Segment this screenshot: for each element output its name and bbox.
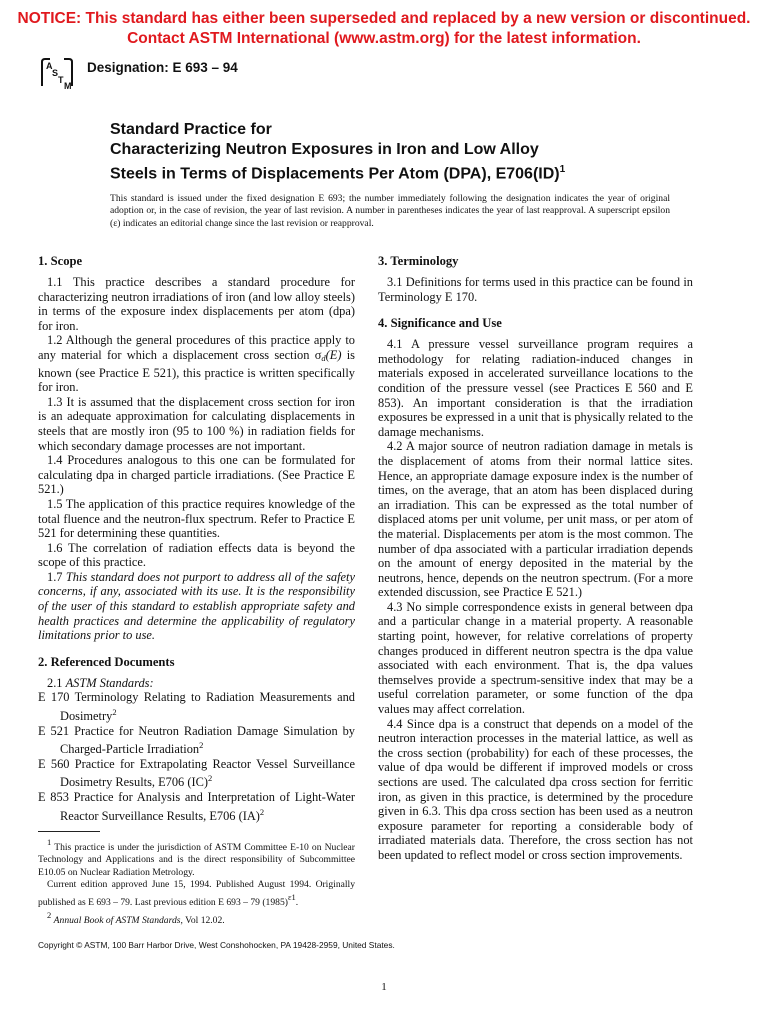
paragraph-1-7: [38, 570, 355, 643]
reference-text: E 521 Practice for Neutron Radiation Damage Simulation by Charged-Particle Irradiation: [38, 723, 355, 757]
paragraph-4-4: 4.4 Since dpa is a construct that depends on a model of the neutron interaction processes in the material lattice, as well as the cross section (probability) for each of these processes, the value of dpa would be different if improved models or cross sections are used. The calculated dpa cross section for ferritic iron, as given in this practice, is determined by the procedure given in 6.3. This dpa cross section has been used as a neutron exposure parameter for reporting a considerable body of irradiated materials data. Therefore, the cross section has not been updated to reflect model or cross section improvements.: [378, 716, 693, 862]
paragraph-4-3: 4.3 No simple correspondence exists in general between dpa and a particular change in a material property. A reasonable starting point, however, for relative correlations of property changes produced in different neutron spectra is the dpa value associated with each environment. That is, the dpa values themselves provide a spectrum-sensitive index that may be a useful correlation parameter, or some function of the dpa values may affect correlation.: [378, 599, 693, 717]
reference-text: E 170 Terminology Relating to Radiation Measurements and Dosimetry: [38, 690, 355, 724]
designation: Designation: E 693 – 94: [87, 60, 238, 75]
paragraph-1-7-text: This standard does not purport to address all of the safety concerns, if any, associated with its use. It is the responsibility of the user of this standard to establish appropriate safety and health practices and determine the applicability of regulatory limitations prior to use.: [38, 569, 355, 643]
paragraph-1-2-end: is known (see Practice E 521), this practice is written specifically for iron.: [38, 347, 355, 395]
lead-number: 2.1: [47, 675, 66, 690]
title-line-1: Standard Practice for: [110, 121, 272, 138]
paragraph-1-6: 1.6 The correlation of radiation effects data is beyond the scope of this practice.: [38, 540, 355, 570]
lead-text: ASTM Standards:: [65, 675, 154, 690]
preamble: This standard is issued under the fixed designation E 693; the number immediately following the designation indicates the year of original adoption or, in the case of revision, the year of last revision. A number in parentheses indicates the year of last reapproval. A superscript epsilon (ε) indicates an editorial change since the last revision or reapproval.: [110, 193, 670, 229]
paragraph-1-2: [38, 333, 355, 394]
footnote-divider: [38, 831, 100, 832]
footnote-2-end: , Vol 12.02.: [180, 915, 225, 927]
footnote-1b-end: .: [295, 897, 299, 909]
footnote-1: [38, 836, 355, 879]
reference-footnote-mark: 2: [208, 773, 213, 784]
reference-item: [38, 790, 355, 823]
page-number: 1: [381, 981, 387, 993]
svg-text:T: T: [58, 75, 64, 85]
footnote-1-continued: [38, 879, 355, 910]
reference-footnote-mark: 2: [199, 740, 204, 751]
copyright-line: Copyright © ASTM, 100 Barr Harbor Drive, West Conshohocken, PA 19428-2959, United States.: [38, 940, 395, 950]
paragraph-4-2: 4.2 A major source of neutron radiation damage in metals is the displacement of atoms from their normal lattice sites. Hence, an appropriate damage exposure index is the number of times, on the average, that an atom has been displaced during an irradiation. This can be expressed as the total number of displaced atoms per unit volume, per unit mass, or per atom of the material. Displacements per atom is the most common. The number of dpa associated with a particular irradiation depends on the amount of energy deposited in the material by the neutrons, hence, depends on the neutron spectrum. (For a more extended discussion, see Practice E 521.): [378, 439, 693, 600]
footnote-1b-text: Current edition approved June 15, 1994. Published August 1994. Originally published as E 693 – 79. Last previous edition E 693 – 79 (1985): [38, 878, 355, 909]
paragraph-1-4: 1.4 Procedures analogous to this one can be formulated for calculating dpa in charged particle irradiations. (See Practice E 521.): [38, 453, 355, 497]
epsilon-mark: ε1: [287, 892, 296, 903]
title-footnote-mark: 1: [559, 164, 566, 175]
astm-logo-icon: [38, 56, 76, 90]
left-column: [38, 254, 355, 823]
paragraph-1-2-start: 1.2 Although the general procedures of this practice apply to any material for which a displacement cross section σ: [38, 333, 355, 362]
title-line-3: [110, 160, 670, 184]
sigma-subscript: d: [321, 352, 326, 363]
reference-text: E 853 Practice for Analysis and Interpretation of Light-Water Reactor Surveillance Results, E706 (IA): [38, 790, 355, 823]
section-heading-terminology: 3. Terminology: [378, 254, 459, 268]
document-title: [110, 120, 670, 184]
right-column: [378, 254, 693, 863]
reference-item: [38, 757, 355, 790]
reference-text: E 560 Practice for Extrapolating Reactor Vessel Surveillance Dosimetry Results, E706 (IC): [38, 756, 355, 790]
paragraph-4-1: 4.1 A pressure vessel surveillance program requires a methodology for relating radiation-induced changes in materials exposed in accelerated surveillance locations to the condition of the pressure vessel (see Practices E 560 and E 853). An important consideration is that the irradiation exposures be expressed in a unit that is physically related to the damage mechanisms.: [378, 337, 693, 439]
svg-text:A: A: [46, 61, 53, 71]
footnote-1-text: This practice is under the jurisdiction of ASTM Committee E-10 on Nuclear Technology and Applications and is the direct responsibility of Subcommittee E10.05 on Nuclear Radiation Metrology.: [38, 842, 355, 878]
footnote-2-text: Annual Book of ASTM Standards: [53, 915, 181, 927]
paragraph-1-5: 1.5 The application of this practice requires knowledge of the total fluence and the neutron-flux spectrum. Refer to Practice E 521 for determining these quantities.: [38, 496, 355, 541]
footnote-2-mark: 2: [47, 910, 52, 921]
reference-footnote-mark: 2: [112, 707, 117, 718]
section-heading-referenced-documents: 2. Referenced Documents: [38, 654, 175, 669]
paragraph-1-3: 1.3 It is assumed that the displacement cross section for iron is an adequate approximation for calculating displacements in steels that are mostly iron (95 to 100 %) in radiation fields for which secondary damage processes are not important.: [38, 394, 355, 453]
paragraph-3-1: 3.1 Definitions for terms used in this practice can be found in Terminology E 170.: [378, 275, 693, 304]
astm-standards-lead: [38, 676, 355, 691]
svg-text:M: M: [64, 81, 72, 90]
reference-footnote-mark: 2: [259, 806, 265, 817]
footnotes: [38, 836, 355, 928]
supersession-notice: [0, 9, 768, 49]
title-line-3-text: Steels in Terms of Displacements Per Atom (DPA), E706(ID): [110, 165, 560, 183]
paragraph-1-1: 1.1 This practice describes a standard procedure for characterizing neutron irradiations of iron (and low alloy steels) in terms of the exposure index displacements per atom (dpa) for iron.: [38, 275, 355, 333]
section-heading-significance: 4. Significance and Use: [378, 316, 502, 331]
title-line-2: Characterizing Neutron Exposures in Iron and Low Alloy: [110, 141, 539, 158]
referenced-documents: [38, 655, 355, 823]
reference-item: [38, 690, 355, 723]
notice-line-1: NOTICE: This standard has either been superseded and replaced by a new version or discontinued.: [17, 10, 751, 27]
notice-line-2: Contact ASTM International (www.astm.org) for the latest information.: [127, 30, 641, 47]
paragraph-1-7-number: 1.7: [47, 569, 66, 584]
footnote-2: [38, 909, 355, 927]
section-heading-scope: 1. Scope: [38, 254, 83, 268]
svg-text:S: S: [52, 68, 59, 78]
reference-item: [38, 724, 355, 757]
footnote-1-mark: 1: [47, 837, 52, 847]
sigma-argument: (E): [325, 347, 342, 362]
